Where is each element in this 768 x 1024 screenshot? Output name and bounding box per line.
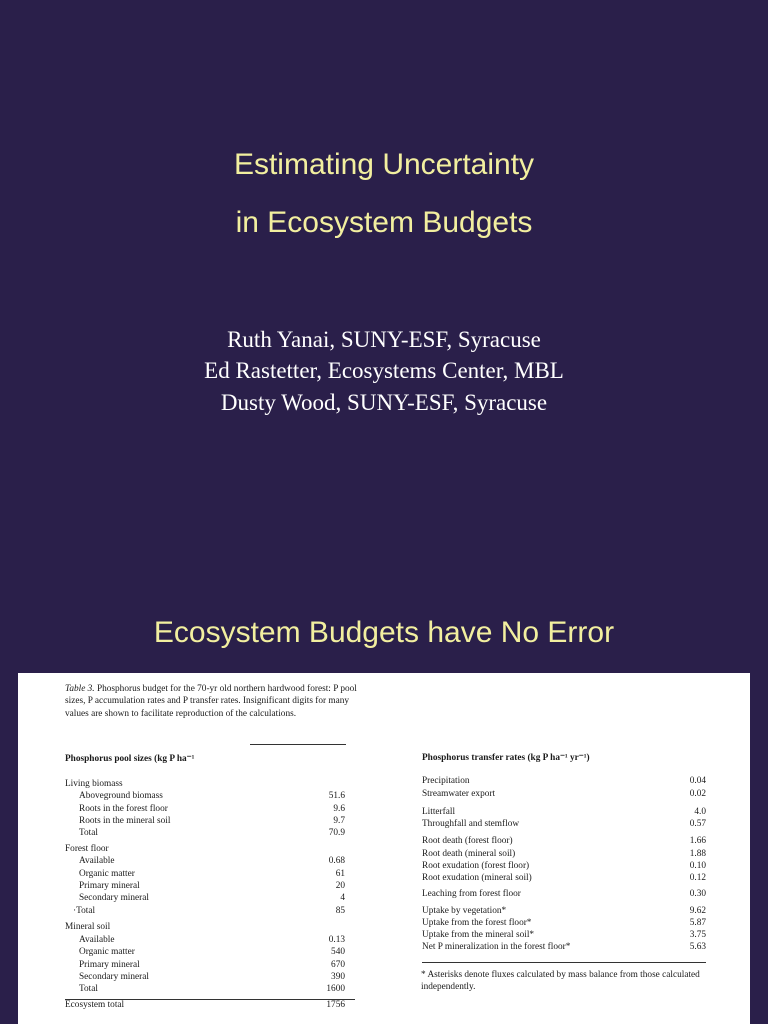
row-label: Primary mineral	[79, 960, 140, 970]
row-value: 5.63	[689, 942, 706, 952]
row-value: 9.62	[689, 906, 706, 916]
table-row	[65, 983, 355, 995]
table-row	[422, 835, 712, 847]
row-value: 85	[335, 906, 345, 916]
row-label: Litterfall	[422, 807, 456, 817]
row-label: Available	[79, 935, 115, 945]
row-value: 0.68	[328, 856, 345, 866]
row-label: Secondary mineral	[79, 893, 149, 903]
pool-header: Phosphorus pool sizes (kg P ha⁻¹	[65, 754, 195, 764]
row-label: Leaching from forest floor	[422, 889, 521, 899]
row-label: Roots in the forest floor	[79, 804, 168, 814]
row-value: 20	[335, 881, 345, 891]
row-label: Living biomass	[65, 779, 123, 789]
table-row	[422, 788, 712, 800]
slide-title-line-1: Estimating Uncertainty	[233, 148, 535, 181]
row-label: Available	[79, 856, 115, 866]
row-label: Total	[79, 828, 98, 838]
row-value: 540	[331, 947, 345, 957]
table-row	[422, 917, 712, 929]
row-value: 0.12	[689, 873, 706, 883]
row-value: 1756	[326, 1000, 345, 1010]
scanned-table	[18, 673, 750, 1024]
row-value: 4	[340, 893, 345, 903]
row-label: Ecosystem total	[65, 1000, 125, 1010]
table-row	[422, 872, 712, 884]
row-label: Precipitation	[422, 776, 470, 786]
table-row	[422, 888, 712, 900]
row-label: Mineral soil	[65, 922, 111, 932]
table-row	[422, 848, 712, 860]
divider	[422, 962, 706, 963]
row-value: 0.57	[689, 819, 706, 829]
table-row	[65, 905, 355, 917]
table-row	[65, 946, 355, 958]
row-label: Root death (forest floor)	[422, 836, 513, 846]
table-row	[65, 880, 355, 892]
row-value: 9.7	[333, 816, 345, 826]
slide-title-line-2: in Ecosystem Budgets	[235, 206, 533, 239]
table-caption-text: Phosphorus budget for the 70-yr old northern hardwood forest: P pool sizes, P accumulation rates and P transfer rates. Insignificant digits for many values are shown to facilitate reproduction of the calculations.	[65, 684, 357, 719]
row-value: 3.75	[689, 930, 706, 940]
row-value: 1.66	[689, 836, 706, 846]
table-row	[65, 843, 355, 855]
table-label: Table 3.	[65, 684, 95, 694]
row-value: 51.6	[328, 791, 345, 801]
row-value: 4.0	[694, 807, 706, 817]
row-label: Uptake from the mineral soil*	[422, 930, 535, 940]
row-value: 1600	[326, 984, 345, 994]
row-label: Forest floor	[65, 844, 109, 854]
divider	[65, 999, 355, 1000]
author-line: Ed Rastetter, Ecosystems Center, MBL	[204, 358, 564, 383]
table-row	[65, 921, 355, 933]
row-label: Uptake from the forest floor*	[422, 918, 532, 928]
row-value: 0.04	[689, 776, 706, 786]
table-row	[65, 934, 355, 946]
row-value: 70.9	[328, 828, 345, 838]
table-row	[65, 868, 355, 880]
table-row	[422, 941, 712, 953]
divider	[250, 744, 346, 745]
row-label: Organic matter	[79, 947, 135, 957]
row-label: Uptake by vegetation*	[422, 906, 507, 916]
table-row	[65, 803, 355, 815]
table-row	[422, 929, 712, 941]
row-label: Streamwater export	[422, 789, 496, 799]
row-value: 0.13	[328, 935, 345, 945]
author-line: Ruth Yanai, SUNY-ESF, Syracuse	[227, 327, 541, 352]
transfer-header: Phosphorus transfer rates (kg P ha⁻¹ yr⁻¹)	[422, 753, 590, 763]
table-row	[65, 971, 355, 983]
table-row	[422, 818, 712, 830]
row-value: 61	[335, 869, 345, 879]
row-value: 0.02	[689, 789, 706, 799]
row-label: ·Total	[73, 906, 96, 916]
row-value: 0.10	[689, 861, 706, 871]
table-row	[65, 892, 355, 904]
table-row	[422, 905, 712, 917]
row-label: Aboveground biomass	[79, 791, 163, 801]
row-label: Root death (mineral soil)	[422, 849, 516, 859]
table-row	[422, 806, 712, 818]
row-value: 670	[331, 960, 345, 970]
section-heading: Ecosystem Budgets have No Error	[153, 616, 615, 649]
row-label: Primary mineral	[79, 881, 140, 891]
row-value: 0.30	[689, 889, 706, 899]
row-value: 1.88	[689, 849, 706, 859]
table-row	[65, 999, 355, 1011]
row-label: Organic matter	[79, 869, 135, 879]
table-row	[65, 778, 355, 790]
row-label: Total	[79, 984, 98, 994]
table-caption	[65, 683, 360, 720]
row-label: Root exudation (forest floor)	[422, 861, 530, 871]
row-value: 5.87	[689, 918, 706, 928]
row-value: 390	[331, 972, 345, 982]
row-label: Net P mineralization in the forest floor*	[422, 942, 571, 952]
row-label: Throughfall and stemflow	[422, 819, 520, 829]
table-row	[65, 855, 355, 867]
table-row	[422, 860, 712, 872]
row-value: 9.6	[333, 804, 345, 814]
table-row	[65, 815, 355, 827]
table-row	[65, 827, 355, 839]
table-row	[422, 775, 712, 787]
row-label: Root exudation (mineral soil)	[422, 873, 532, 883]
table-row	[65, 790, 355, 802]
row-label: Secondary mineral	[79, 972, 149, 982]
table-row	[65, 959, 355, 971]
table-footnote: * Asterisks denote fluxes calculated by mass balance from those calculated independently.	[421, 970, 700, 993]
author-line: Dusty Wood, SUNY-ESF, Syracuse	[220, 390, 548, 415]
row-label: Roots in the mineral soil	[79, 816, 171, 826]
